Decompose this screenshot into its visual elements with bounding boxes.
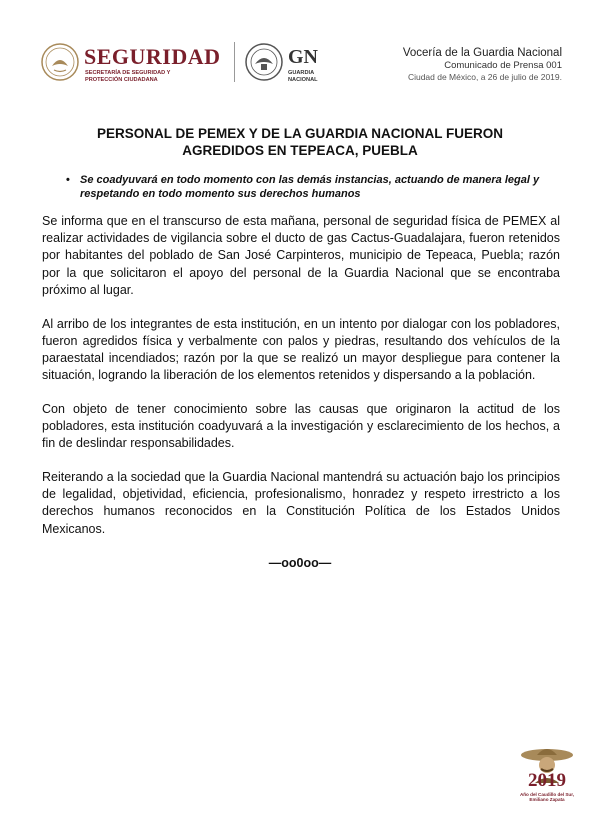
body-paragraph: Reiterando a la sociedad que la Guardia Nacional mantendrá su actuación bajo los principios de legalidad, objetividad, eficiencia, profesionalismo, honradez y respeto irrestricto a los derechos humanos reconocidos en la Constitución Política de los Estados Unidos Mexicanos. <box>42 469 560 536</box>
seguridad-subtitle: SECRETARÍA DE SEGURIDAD Y PROTECCIÓN CIUDADANA <box>85 70 171 83</box>
summary-bullet-text: Se coadyuvará en todo momento con las demás instancias, actuando de manera legal y respetando en todo momento sus derechos humanos <box>80 174 540 200</box>
body-paragraph: Se informa que en el transcurso de esta mañana, personal de seguridad física de PEMEX al realizar actividades de vigilancia sobre el ducto de gas Cactus-Guadalajara, fueron retenidos por habitantes del poblado de San José Carpinteros, municipio de Tepeaca, Puebla; razón por la que solicitaron el apoyo del personal de la Guardia Nacional que se encontraba próximo al lugar. <box>42 214 560 297</box>
summary-bullet <box>66 173 558 201</box>
press-release-title: PERSONAL DE PEMEX Y DE LA GUARDIA NACIONAL FUERON AGREDIDOS EN TEPEACA, PUEBLA <box>96 126 504 158</box>
date-label: Ciudad de México, a 26 de julio de 2019. <box>407 72 562 82</box>
gn-subtitle: GUARDIA NACIONAL <box>288 70 318 83</box>
body-paragraph: Con objeto de tener conocimiento sobre las causas que originaron la actitud de los pobladores, esta institución coadyuvará a la investigación y esclarecimiento de los hechos, a fin de deslindar responsabilidades. <box>42 401 560 451</box>
year-label: 2019 <box>528 770 566 791</box>
vocero-label: Vocería de la Guardia Nacional <box>402 47 562 59</box>
header-divider <box>234 42 235 82</box>
comunicado-label: Comunicado de Prensa 001 <box>444 60 562 71</box>
year-subtitle: Año del Caudillo del Sur, Emiliano Zapata <box>519 792 575 803</box>
letterhead <box>40 40 562 90</box>
bullet-dot-icon: • <box>66 174 70 186</box>
guardia-nacional-seal-icon <box>244 42 284 82</box>
mexico-coat-of-arms-icon <box>40 42 80 82</box>
press-release-body <box>42 213 560 554</box>
body-paragraph: Al arribo de los integrantes de esta institución, en un intento por dialogar con los pobladores, fueron agredidos física y verbalmente con palos y piedras, resultando dos vehículos de la paraestatal incendiados; razón por la que se realizó un mayor despliegue para contener la situación, logrando la liberación de los elementos retenidos y dispersando a la población. <box>42 316 560 383</box>
gn-title: GN <box>288 46 318 68</box>
closing-mark: —oo0oo— <box>268 556 332 570</box>
press-info <box>403 46 562 83</box>
seguridad-title: SEGURIDAD <box>84 44 221 69</box>
